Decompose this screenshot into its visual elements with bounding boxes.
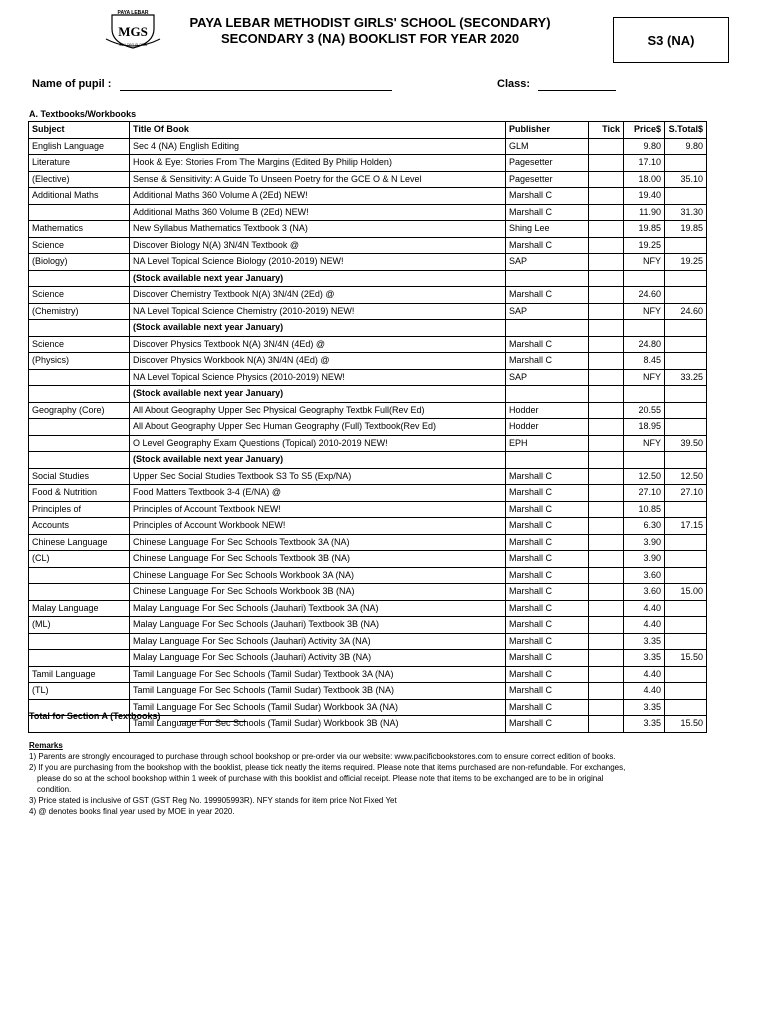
title-cell: Chinese Language For Sec Schools Workbook 3B (NA) [130,584,506,601]
price-cell: NFY [624,303,665,320]
table-row [29,287,707,304]
logo-text-bottom: SOLI DEO GLORIA [119,43,147,47]
tick-cell[interactable] [589,666,624,683]
remark-line: please do so at the school bookshop within 1 week of purchase with this booklist and official receipt. Please note that items to be exchanged are to be in original [37,774,604,783]
publisher-cell: Shing Lee [506,221,589,238]
price-cell: NFY [624,435,665,452]
tick-cell[interactable] [589,287,624,304]
subject-cell: Science [29,287,130,304]
tick-cell[interactable] [589,303,624,320]
price-cell: 27.10 [624,485,665,502]
title-cell: Tamil Language For Sec Schools (Tamil Sudar) Textbook 3A (NA) [130,666,506,683]
tick-cell[interactable] [589,369,624,386]
publisher-cell [506,452,589,469]
title-cell: Chinese Language For Sec Schools Textbook 3B (NA) [130,551,506,568]
price-cell: 19.85 [624,221,665,238]
subtotal-cell [665,699,707,716]
subtotal-cell [665,617,707,634]
column-header-price: Price$ [624,122,665,139]
subtotal-cell: 17.15 [665,518,707,535]
publisher-cell: Marshall C [506,551,589,568]
subject-cell [29,435,130,452]
title-cell: Additional Maths 360 Volume A (2Ed) NEW! [130,188,506,205]
subject-cell: Principles of [29,501,130,518]
subject-cell: Mathematics [29,221,130,238]
title-cell: Principles of Account Workbook NEW! [130,518,506,535]
subtotal-cell: 33.25 [665,369,707,386]
subtotal-cell [665,567,707,584]
title-cell: Chinese Language For Sec Schools Workbook 3A (NA) [130,567,506,584]
subtotal-cell [665,419,707,436]
price-cell [624,270,665,287]
publisher-cell: Marshall C [506,501,589,518]
tick-cell[interactable] [589,534,624,551]
table-row [29,551,707,568]
remarks [29,740,719,817]
title-cell: Additional Maths 360 Volume B (2Ed) NEW! [130,204,506,221]
tick-cell[interactable] [589,402,624,419]
column-header-subtotal: S.Total$ [665,122,707,139]
table-row [29,534,707,551]
subject-cell: (Chemistry) [29,303,130,320]
price-cell: 3.35 [624,699,665,716]
price-cell: 4.40 [624,666,665,683]
tick-cell[interactable] [589,600,624,617]
title-cell: Food Matters Textbook 3-4 (E/NA) @ [130,485,506,502]
tick-cell[interactable] [589,320,624,337]
table-row [29,402,707,419]
table-row [29,188,707,205]
price-cell: 8.45 [624,353,665,370]
title-cell: Principles of Account Textbook NEW! [130,501,506,518]
price-cell: 18.00 [624,171,665,188]
subject-cell: Social Studies [29,468,130,485]
tick-cell[interactable] [589,551,624,568]
booklist-table [28,121,707,733]
table-row [29,567,707,584]
subject-cell: Geography (Core) [29,402,130,419]
price-cell [624,320,665,337]
publisher-cell: Pagesetter [506,171,589,188]
publisher-cell: Pagesetter [506,155,589,172]
publisher-cell: Marshall C [506,683,589,700]
subtotal-cell: 35.10 [665,171,707,188]
price-cell: 20.55 [624,402,665,419]
publisher-cell: Marshall C [506,666,589,683]
subject-cell [29,270,130,287]
price-cell: NFY [624,254,665,271]
title-cell: Discover Biology N(A) 3N/4N Textbook @ [130,237,506,254]
subtotal-cell [665,188,707,205]
title-cell: Malay Language For Sec Schools (Jauhari) Activity 3A (NA) [130,633,506,650]
class-code: S3 (NA) [647,32,695,48]
price-cell: 18.95 [624,419,665,436]
price-cell: 19.25 [624,237,665,254]
pupil-name-label: Name of pupil : [32,78,112,90]
subject-cell: Accounts [29,518,130,535]
column-header-publisher: Publisher [506,122,589,139]
remark-line: condition. [37,785,72,794]
subtotal-cell: 27.10 [665,485,707,502]
tick-cell[interactable] [589,485,624,502]
subtotal-cell [665,287,707,304]
table-header-row [29,122,707,139]
publisher-cell: Marshall C [506,336,589,353]
price-cell [624,452,665,469]
price-cell: 24.60 [624,287,665,304]
publisher-cell: Marshall C [506,534,589,551]
subject-cell: (Elective) [29,171,130,188]
table-row [29,204,707,221]
publisher-cell: Marshall C [506,237,589,254]
subtotal-cell: 39.50 [665,435,707,452]
table-row [29,617,707,634]
subject-cell: Food & Nutrition [29,485,130,502]
title-cell: New Syllabus Mathematics Textbook 3 (NA) [130,221,506,238]
subtotal-cell [665,402,707,419]
publisher-cell: Hodder [506,402,589,419]
subject-cell: (TL) [29,683,130,700]
tick-cell[interactable] [589,650,624,667]
tick-cell[interactable] [589,336,624,353]
title-cell: NA Level Topical Science Physics (2010-2019) NEW! [130,369,506,386]
table-row [29,369,707,386]
class-field[interactable] [538,90,616,91]
subtotal-cell: 12.50 [665,468,707,485]
subject-cell [29,386,130,403]
subject-cell: Literature [29,155,130,172]
tick-cell[interactable] [589,204,624,221]
subject-cell: Science [29,336,130,353]
table-row [29,336,707,353]
table-row [29,155,707,172]
publisher-cell: Marshall C [506,617,589,634]
publisher-cell: Marshall C [506,650,589,667]
price-cell: 3.60 [624,584,665,601]
section-a-total-label: Total for Section A (Textbooks) [29,711,161,721]
title-cell: Sense & Sensitivity: A Guide To Unseen Poetry for the GCE O & N Level [130,171,506,188]
publisher-cell: Marshall C [506,584,589,601]
price-cell: 3.35 [624,650,665,667]
publisher-cell: Marshall C [506,287,589,304]
tick-cell[interactable] [589,584,624,601]
title-cell: NA Level Topical Science Biology (2010-2019) NEW! [130,254,506,271]
table-row [29,237,707,254]
table-row [29,666,707,683]
publisher-cell: Marshall C [506,518,589,535]
publisher-cell: Marshall C [506,699,589,716]
tick-cell[interactable] [589,683,624,700]
subtotal-cell [665,633,707,650]
subject-cell [29,419,130,436]
title-cell: All About Geography Upper Sec Human Geography (Full) Textbook(Rev Ed) [130,419,506,436]
remarks-heading: Remarks [29,741,63,750]
table-row [29,435,707,452]
subject-cell [29,584,130,601]
subtotal-cell [665,600,707,617]
price-cell: 3.90 [624,551,665,568]
tick-cell[interactable] [589,386,624,403]
price-cell: 4.40 [624,617,665,634]
subject-cell: (ML) [29,617,130,634]
subtotal-cell: 19.85 [665,221,707,238]
publisher-cell: Marshall C [506,600,589,617]
subtotal-cell: 24.60 [665,303,707,320]
publisher-cell: Marshall C [506,188,589,205]
title-cell: All About Geography Upper Sec Physical Geography Textbk Full(Rev Ed) [130,402,506,419]
price-cell: 12.50 [624,468,665,485]
subtotal-cell: 9.80 [665,138,707,155]
subject-cell: (Physics) [29,353,130,370]
table-row [29,518,707,535]
column-header-tick: Tick [589,122,624,139]
tick-cell[interactable] [589,468,624,485]
price-cell: 9.80 [624,138,665,155]
price-cell: 3.35 [624,633,665,650]
subject-cell [29,650,130,667]
subject-cell: Tamil Language [29,666,130,683]
tick-cell[interactable] [589,617,624,634]
publisher-cell [506,270,589,287]
subtotal-cell [665,683,707,700]
column-header-title: Title Of Book [130,122,506,139]
title-cell: O Level Geography Exam Questions (Topical) 2010-2019 NEW! [130,435,506,452]
school-crest-logo [104,9,162,49]
price-cell: 24.80 [624,336,665,353]
title-cell: Malay Language For Sec Schools (Jauhari) Textbook 3B (NA) [130,617,506,634]
title-cell: Chinese Language For Sec Schools Textbook 3A (NA) [130,534,506,551]
tick-cell[interactable] [589,353,624,370]
class-code-box [613,17,729,63]
subtotal-cell [665,666,707,683]
header-title [170,15,570,47]
table-row [29,353,707,370]
publisher-cell: Marshall C [506,567,589,584]
title-cell: Tamil Language For Sec Schools (Tamil Sudar) Textbook 3B (NA) [130,683,506,700]
tick-cell[interactable] [589,221,624,238]
subtotal-cell [665,501,707,518]
publisher-cell: Marshall C [506,716,589,733]
title-cell: Malay Language For Sec Schools (Jauhari) Textbook 3A (NA) [130,600,506,617]
tick-cell[interactable] [589,633,624,650]
publisher-cell: SAP [506,254,589,271]
subtotal-cell [665,270,707,287]
section-a-heading: A. Textbooks/Workbooks [29,109,137,119]
subject-cell: English Language [29,138,130,155]
remark-line: 1) Parents are strongly encouraged to purchase through school bookshop or pre-order via our website: www.pacificbookstores.com to ensure correct edition of books. [29,752,616,761]
subject-cell [29,567,130,584]
table-row [29,633,707,650]
title-cell: (Stock available next year January) [130,320,506,337]
subtotal-cell: 15.50 [665,716,707,733]
title-cell: Discover Chemistry Textbook N(A) 3N/4N (2Ed) @ [130,287,506,304]
price-cell: 4.40 [624,683,665,700]
publisher-cell: Marshall C [506,468,589,485]
publisher-cell: SAP [506,369,589,386]
publisher-cell: Marshall C [506,204,589,221]
table-row [29,584,707,601]
subtotal-cell [665,237,707,254]
table-row [29,270,707,287]
tick-cell[interactable] [589,419,624,436]
remark-line: 3) Price stated is inclusive of GST (GST Reg No. 199905993R). NFY stands for item price Not Fixed Yet [29,796,397,805]
title-cell: Malay Language For Sec Schools (Jauhari) Activity 3B (NA) [130,650,506,667]
subject-cell [29,320,130,337]
title-cell: Upper Sec Social Studies Textbook S3 To S5 (Exp/NA) [130,468,506,485]
subtotal-cell [665,452,707,469]
publisher-cell: SAP [506,303,589,320]
tick-cell[interactable] [589,138,624,155]
class-label: Class: [497,78,531,90]
tick-cell[interactable] [589,254,624,271]
price-cell: 17.10 [624,155,665,172]
subtotal-cell [665,155,707,172]
subtotal-cell: 15.00 [665,584,707,601]
table-row [29,221,707,238]
subtotal-cell [665,386,707,403]
subtotal-cell [665,353,707,370]
subtotal-cell [665,336,707,353]
title-cell: Discover Physics Workbook N(A) 3N/4N (4Ed) @ [130,353,506,370]
subject-cell [29,452,130,469]
subtotal-cell: 31.30 [665,204,707,221]
table-row [29,254,707,271]
tick-cell[interactable] [589,188,624,205]
price-cell: 3.60 [624,567,665,584]
price-cell: 19.40 [624,188,665,205]
publisher-cell: GLM [506,138,589,155]
publisher-cell: Marshall C [506,633,589,650]
subtotal-cell: 15.50 [665,650,707,667]
table-row [29,320,707,337]
price-cell: 11.90 [624,204,665,221]
title-cell: (Stock available next year January) [130,270,506,287]
subtotal-cell [665,551,707,568]
tick-cell[interactable] [589,501,624,518]
publisher-cell: EPH [506,435,589,452]
tick-cell[interactable] [589,716,624,733]
remark-line: 4) @ denotes books final year used by MOE in year 2020. [29,807,235,816]
tick-cell[interactable] [589,435,624,452]
subject-cell: Additional Maths [29,188,130,205]
title-cell: Tamil Language For Sec Schools (Tamil Sudar) Workbook 3B (NA) [130,716,506,733]
price-cell: 3.90 [624,534,665,551]
title-cell: NA Level Topical Science Chemistry (2010-2019) NEW! [130,303,506,320]
title-cell: Discover Physics Textbook N(A) 3N/4N (4Ed) @ [130,336,506,353]
subject-cell [29,204,130,221]
school-name: PAYA LEBAR METHODIST GIRLS' SCHOOL (SECONDARY) [189,15,551,30]
subject-cell [29,633,130,650]
publisher-cell: Marshall C [506,485,589,502]
table-row [29,452,707,469]
price-cell: 10.85 [624,501,665,518]
tick-cell[interactable] [589,567,624,584]
publisher-cell [506,386,589,403]
subject-cell [29,369,130,386]
table-row [29,683,707,700]
price-cell: 6.30 [624,518,665,535]
tick-cell[interactable] [589,452,624,469]
tick-cell[interactable] [589,155,624,172]
table-row [29,419,707,436]
subject-cell: (CL) [29,551,130,568]
logo-letters: MGS [118,24,148,39]
title-cell: Sec 4 (NA) English Editing [130,138,506,155]
table-row [29,138,707,155]
logo-text-top: PAYA LEBAR [117,10,149,16]
table-row [29,303,707,320]
section-a-total-field[interactable] [179,721,246,722]
table-row [29,485,707,502]
price-cell: 4.40 [624,600,665,617]
pupil-name-field[interactable] [120,90,392,91]
subject-cell: Chinese Language [29,534,130,551]
subject-cell: (Biology) [29,254,130,271]
subtotal-cell: 19.25 [665,254,707,271]
table-row [29,468,707,485]
title-cell: (Stock available next year January) [130,386,506,403]
tick-cell[interactable] [589,171,624,188]
title-cell: Tamil Language For Sec Schools (Tamil Sudar) Workbook 3A (NA) [130,699,506,716]
table-row [29,600,707,617]
publisher-cell: Marshall C [506,353,589,370]
subtotal-cell [665,320,707,337]
subject-cell: Malay Language [29,600,130,617]
table-row [29,501,707,518]
title-cell: Hook & Eye: Stories From The Margins (Edited By Philip Holden) [130,155,506,172]
tick-cell[interactable] [589,699,624,716]
table-row [29,171,707,188]
publisher-cell [506,320,589,337]
column-header-subject: Subject [29,122,130,139]
subtotal-cell [665,534,707,551]
tick-cell[interactable] [589,518,624,535]
tick-cell[interactable] [589,270,624,287]
remark-line: 2) If you are purchasing from the bookshop with the booklist, please tick neatly the items required. Please note that items purchased are non-refundable. For exchanges, [29,763,626,772]
table-row [29,386,707,403]
tick-cell[interactable] [589,237,624,254]
subject-cell: Science [29,237,130,254]
title-cell: (Stock available next year January) [130,452,506,469]
publisher-cell: Hodder [506,419,589,436]
price-cell: NFY [624,369,665,386]
price-cell: 3.35 [624,716,665,733]
booklist-title: SECONDARY 3 (NA) BOOKLIST FOR YEAR 2020 [220,31,520,46]
table-row [29,650,707,667]
price-cell [624,386,665,403]
